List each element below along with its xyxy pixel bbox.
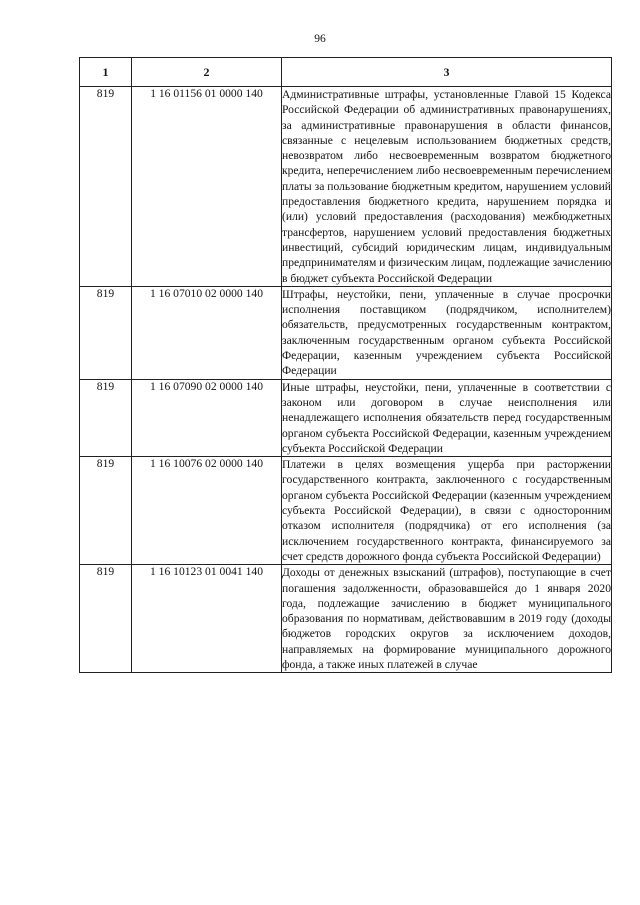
revenue-description-cell: Иные штрафы, неустойки, пени, уплаченные в соответствии с законом или договором в случае неисполнения или ненадлежащего исполнения обязательств перед государственным органом субъекта Российской Федерации, казенным учреждением субъекта Российской Федерации xyxy=(282,380,611,455)
admin-code-cell: 819 xyxy=(80,379,132,456)
column-header-2: 2 xyxy=(132,58,282,87)
column-header-3: 3 xyxy=(282,58,612,87)
table-header-row xyxy=(80,58,612,87)
admin-code-cell: 819 xyxy=(80,87,132,287)
admin-code-cell: 819 xyxy=(80,457,132,565)
revenue-description-cell: Административные штрафы, установленные Главой 15 Кодекса Российской Федерации об административных правонарушениях, за административные правонарушения в области финансов, связанные с нецелевым использованием бюджетных средств, невозвратом либо несвоевременным возвратом бюджетного кредита, неперечислением либо несвоевременным перечислением платы за пользование бюджетным кредитом, нарушением условий предоставления бюджетного кредита, нарушением порядка и (или) условий предоставления (расходования) межбюджетных трансфертов, нарушением условий предоставления бюджетных инвестиций, субсидий юридическим лицам, индивидуальным предпринимателям и физическим лицам, подлежащие зачислению в бюджет субъекта Российской Федерации xyxy=(282,88,612,285)
budget-classification-code-cell: 1 16 01156 01 0000 140 xyxy=(132,87,282,287)
page-number: 96 xyxy=(314,33,326,45)
budget-classification-code-cell: 1 16 10123 01 0041 140 xyxy=(132,565,282,673)
table-row xyxy=(80,565,612,673)
revenue-description-cell: Доходы от денежных взысканий (штрафов), поступающие в счет погашения задолженности, образовавшейся до 1 января 2020 года, подлежащие зачислению в бюджет муниципального образования по нормативам, действовавшим в 2019 году (доходы бюджетов городских округов за исключением доходов, направляемых на формирование муниципального дорожного фонда, а также иных платежей в случае xyxy=(282,566,611,671)
column-header-1: 1 xyxy=(80,58,132,87)
revenue-description-cell: Платежи в целях возмещения ущерба при расторжении государственного контракта, заключенного с государственным органом субъекта Российской Федерации (казенным учреждением субъекта Российской Федерации), в связи с односторонним отказом исполнителя (подрядчика) от его исполнения (за исключением государственного контракта, финансируемого за счет средств дорожного фонда субъекта Российской Федерации) xyxy=(282,458,611,563)
admin-code-cell: 819 xyxy=(80,565,132,673)
table-row xyxy=(80,379,612,456)
revenue-description-cell: Штрафы, неустойки, пени, уплаченные в случае просрочки исполнения поставщиком (подрядчиком, исполнителем) обязательств, предусмотренных государственным контрактом, заключенным государственным органом субъекта Российской Федерации, казенным учреждением субъекта Российской Федерации xyxy=(282,287,611,378)
table-row xyxy=(80,457,612,565)
admin-code-cell: 819 xyxy=(80,286,132,379)
budget-classification-code-cell: 1 16 07010 02 0000 140 xyxy=(132,286,282,379)
budget-classification-code-cell: 1 16 07090 02 0000 140 xyxy=(132,379,282,456)
budget-classification-code-cell: 1 16 10076 02 0000 140 xyxy=(132,457,282,565)
budget-revenue-table xyxy=(79,57,612,673)
table-row xyxy=(80,87,612,287)
table-row xyxy=(80,286,612,379)
